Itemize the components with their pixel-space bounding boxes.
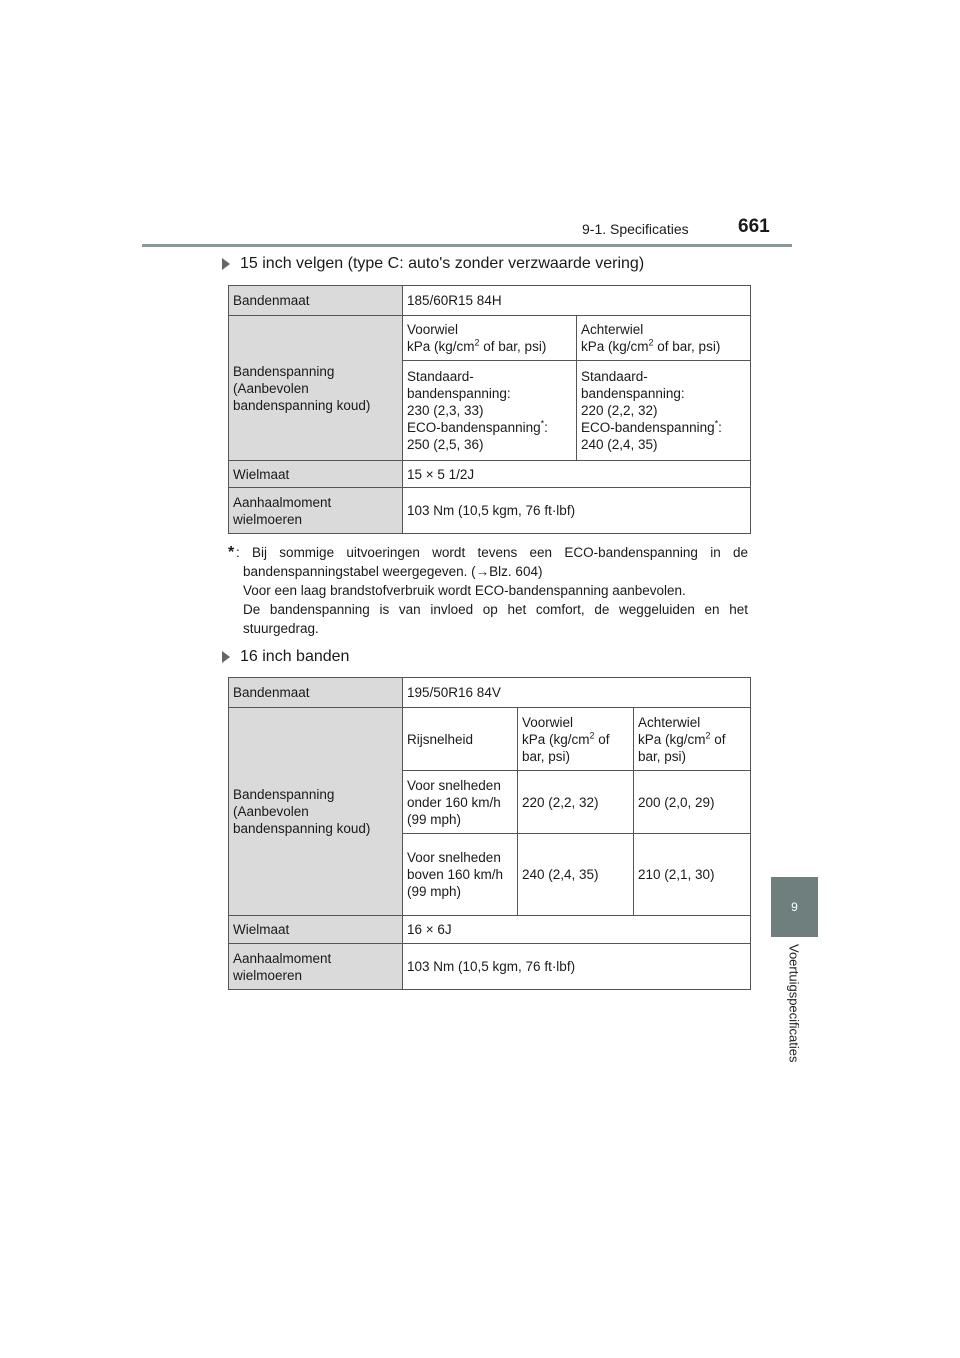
tire-spec-table-16-inch: [228, 677, 751, 990]
tire-size-label: Bandenmaat: [229, 678, 403, 708]
table-row: [229, 286, 751, 316]
footnote-line: : Bij sommige uitvoeringen wordt tevens een ECO-bandenspanning in de: [236, 545, 748, 560]
torque-value: 103 Nm (10,5 kgm, 76 ft·lbf): [403, 944, 751, 990]
tire-size-value: 195/50R16 84V: [403, 678, 751, 708]
rear-pressure-value: 200 (2,0, 29): [634, 771, 751, 834]
rear-pressure-values: Standaard- bandenspanning: 220 (2,2, 32) ECO-bandenspanning*: 240 (2,4, 35): [577, 361, 751, 461]
front-wheel-header: Voorwiel kPa ($kg/cm^2$ of bar, psi): [403, 316, 577, 361]
speed-condition: Voor snelheden boven 160 km/h (99 mph): [403, 834, 518, 916]
footnote-line: stuurgedrag.: [243, 621, 319, 636]
torque-value: 103 Nm (10,5 kgm, 76 ft·lbf): [403, 488, 751, 534]
wheel-size-label: Wielmaat: [229, 461, 403, 488]
tire-pressure-label: Bandenspanning (Aanbevolen bandenspanning koud): [229, 708, 403, 916]
table-row: [229, 461, 751, 488]
rear-wheel-header: Achterwiel kPa ($kg/cm^2$ of bar, psi): [634, 708, 751, 771]
front-pressure-value: 220 (2,2, 32): [518, 771, 634, 834]
table-row: [229, 488, 751, 534]
torque-label: Aanhaalmoment wielmoeren: [229, 944, 403, 990]
table-row: [229, 678, 751, 708]
tire-spec-table-15-inch: [228, 285, 751, 534]
rear-wheel-header: Achterwiel kPa ($kg/cm^2$ of bar, psi): [577, 316, 751, 361]
front-pressure-value: 240 (2,4, 35): [518, 834, 634, 916]
speed-condition: Voor snelheden onder 160 km/h (99 mph): [403, 771, 518, 834]
rear-pressure-value: 210 (2,1, 30): [634, 834, 751, 916]
section-heading-text: 16 inch banden: [240, 648, 350, 665]
page-number: 661: [738, 216, 770, 237]
chapter-tab: [771, 877, 818, 937]
section-label: 9-1. Specificaties: [582, 221, 689, 237]
speed-header: Rijsnelheid: [403, 708, 518, 771]
triangle-bullet-icon: [222, 258, 230, 270]
chapter-number: 9: [791, 900, 798, 914]
header-divider: [142, 244, 792, 247]
tire-pressure-label: Bandenspanning (Aanbevolen bandenspanning koud): [229, 316, 403, 461]
chapter-title-text: Voertuigspecificaties: [786, 944, 802, 1063]
section-heading-text: 15 inch velgen (type C: auto's zonder verzwaarde vering): [240, 255, 645, 272]
wheel-size-value: 15 × 5 1/2J: [403, 461, 751, 488]
wheel-size-label: Wielmaat: [229, 916, 403, 944]
triangle-bullet-icon: [222, 651, 230, 663]
footnote: [228, 543, 748, 638]
table-row: [229, 316, 751, 361]
front-pressure-values: Standaard- bandenspanning: 230 (2,3, 33) ECO-bandenspanning*: 250 (2,5, 36): [403, 361, 577, 461]
wheel-size-value: 16 × 6J: [403, 916, 751, 944]
table-row: [229, 708, 751, 771]
front-wheel-header: Voorwiel kPa ($kg/cm^2$ of bar, psi): [518, 708, 634, 771]
chapter-title: [783, 944, 805, 1084]
section-heading-15-inch: [222, 255, 644, 273]
tire-size-label: Bandenmaat: [229, 286, 403, 316]
section-heading-16-inch: [222, 648, 349, 666]
tire-size-value: 185/60R15 84H: [403, 286, 751, 316]
footnote-line: De bandenspanning is van invloed op het comfort, de weggeluiden en het: [243, 602, 748, 617]
table-row: [229, 944, 751, 990]
torque-label: Aanhaalmoment wielmoeren: [229, 488, 403, 534]
footnote-line: Voor een laag brandstofverbruik wordt ECO-bandenspanning aanbevolen.: [243, 583, 686, 598]
footnote-line: bandenspanningstabel weergegeven. (→Blz. 604): [243, 564, 543, 579]
footnote-mark: *: [228, 544, 235, 561]
table-row: [229, 916, 751, 944]
